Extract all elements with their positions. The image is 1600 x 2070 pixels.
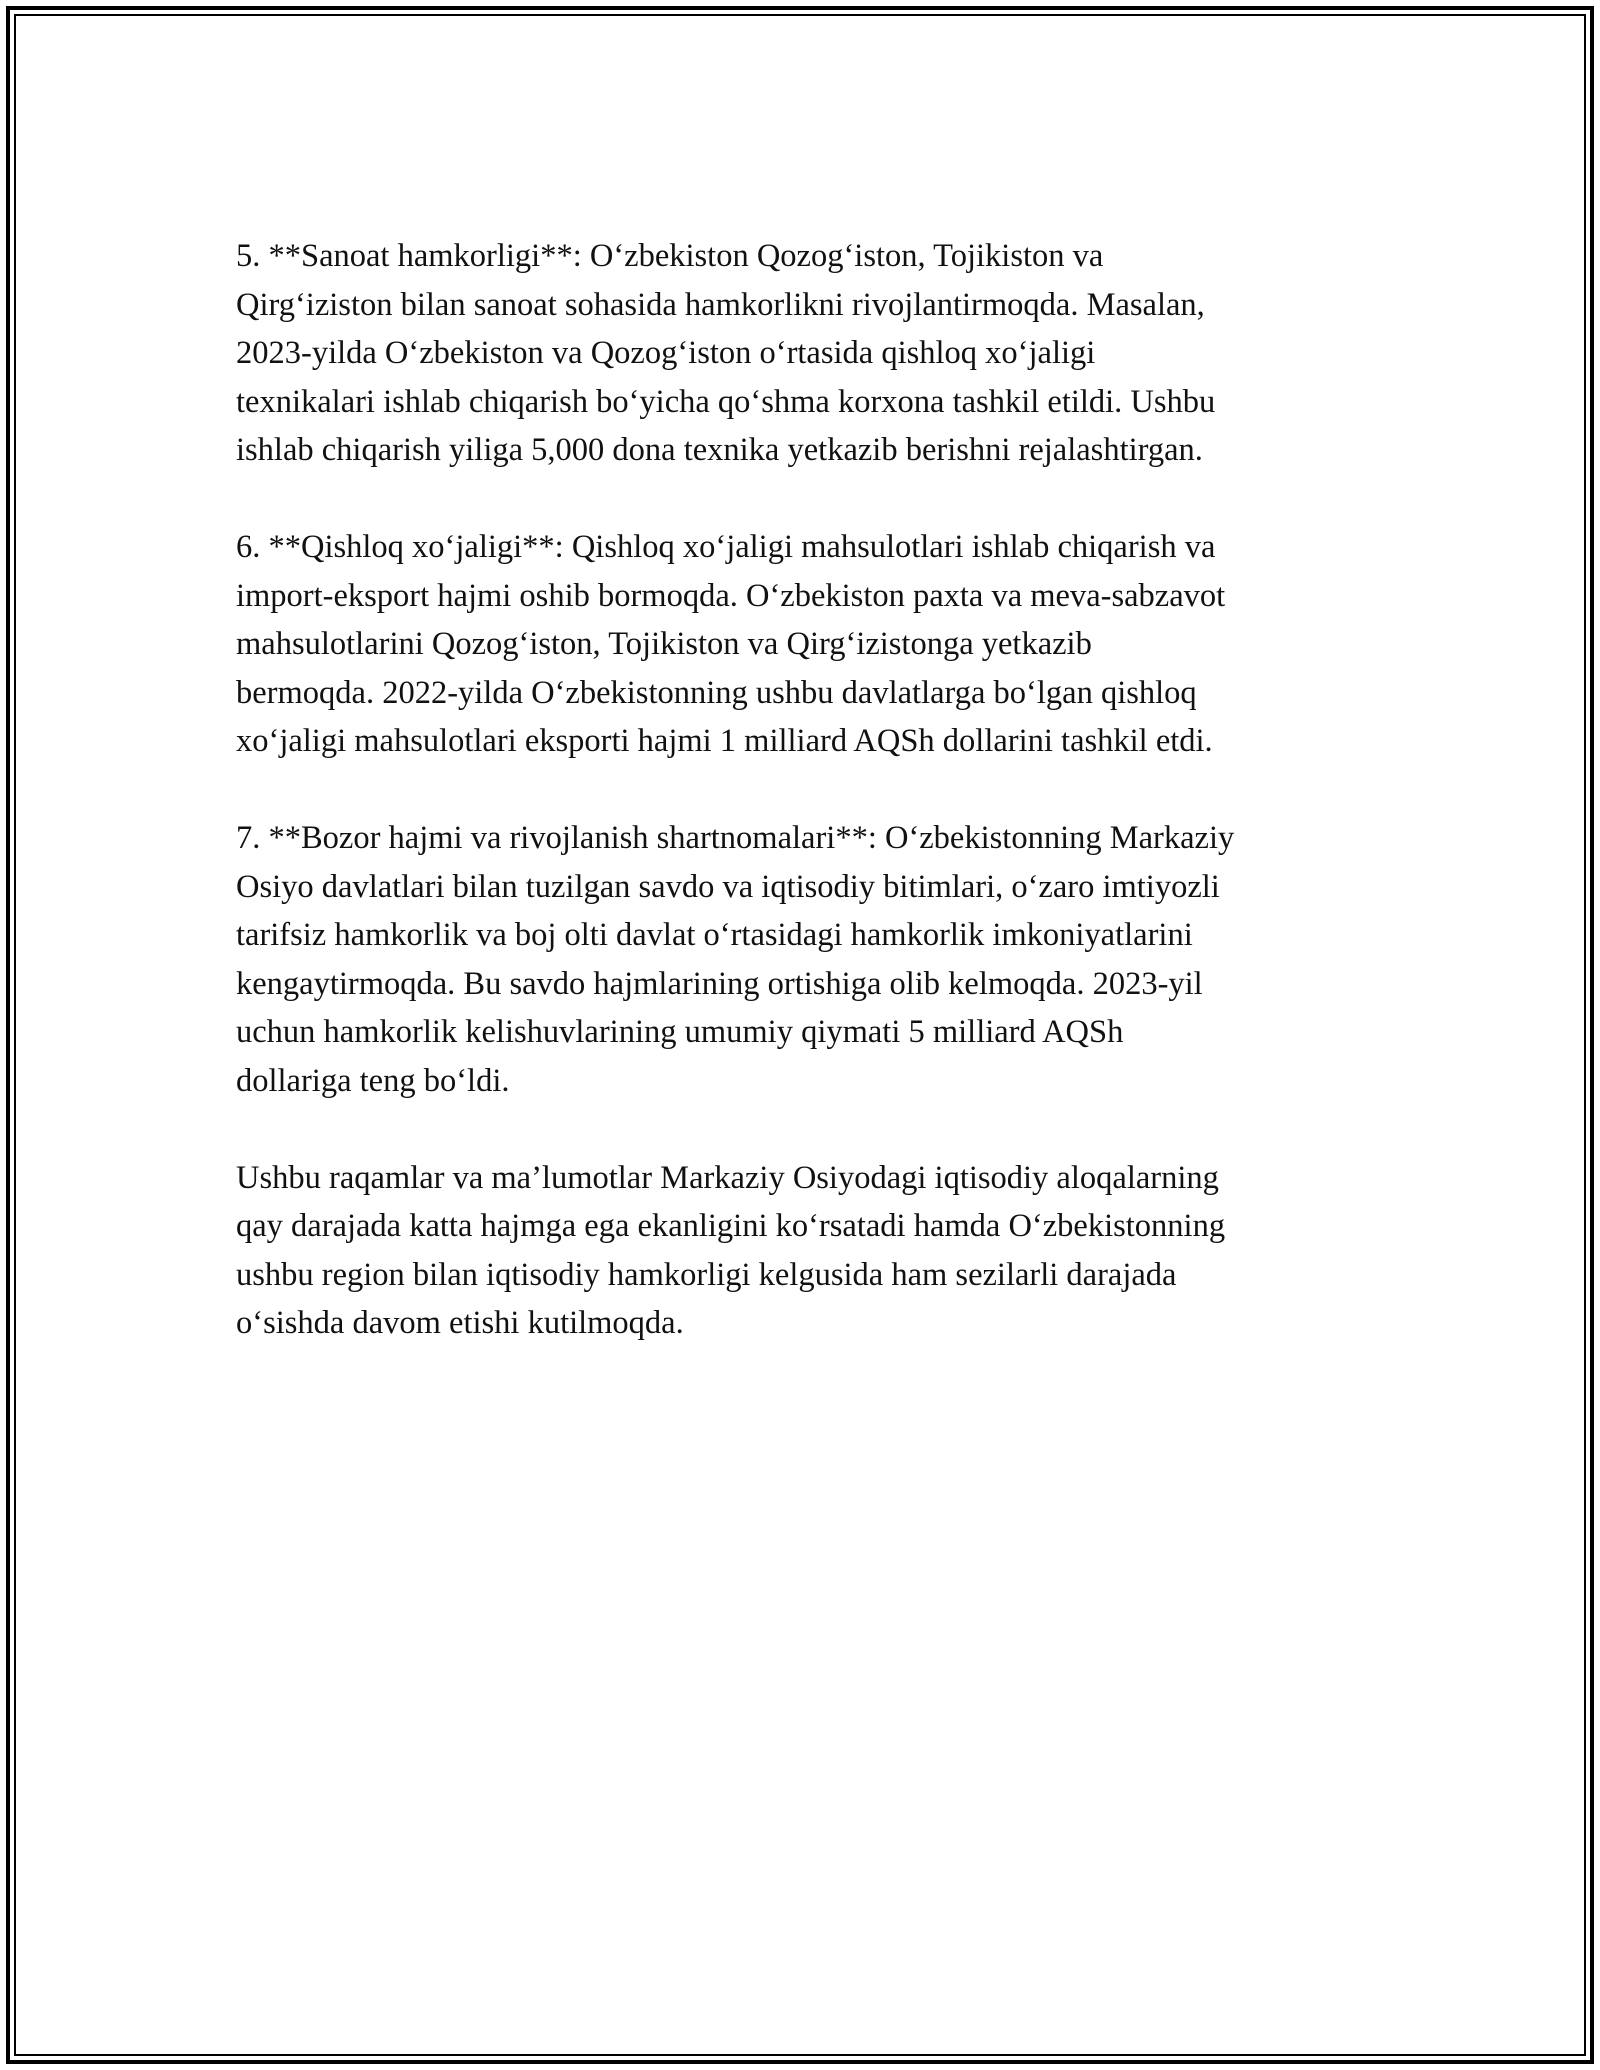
paragraph-agriculture: 6. **Qishloq xo‘jaligi**: Qishloq xo‘jaligi mahsulotlari ishlab chiqarish va import-eksport hajmi oshib bormoqda. O‘zbekiston paxta va meva-sabzavot mahsulotlarini Qozog‘iston, Tojikiston va Qirg‘izistonga yetkazib bermoqda. 2022-yilda O‘zbekistonning ushbu davlatlarga bo‘lgan qishloq xo‘jaligi mahsulotlari eksporti hajmi 1 milliard AQSh dollarini tashkil etdi. <box>236 529 1226 759</box>
document-body <box>236 232 1386 1396</box>
paragraph-conclusion: Ushbu raqamlar va ma’lumotlar Markaziy Osiyodagi iqtisodiy aloqalarning qay darajada katta hajmga ega ekanligini ko‘rsatadi hamda O‘zbekistonning ushbu region bilan iqtisodiy hamkorligi kelgusida ham sezilarli darajada o‘sishda davom etishi kutilmoqda. <box>236 1159 1226 1341</box>
paragraph-market-agreements: 7. **Bozor hajmi va rivojlanish shartnomalari**: O‘zbekistonning Markaziy Osiyo davlatlari bilan tuzilgan savdo va iqtisodiy bitimlari, o‘zaro imtiyozli tarifsiz hamkorlik va boj olti davlat o‘rtasidagi hamkorlik imkoniyatlarini kengaytirmoqda. Bu savdo hajmlarining ortishiga olib kelmoqda. 2023-yil uchun hamkorlik kelishuvlarining umumiy qiymati 5 milliard AQSh dollariga teng bo‘ldi. <box>236 820 1235 1099</box>
paragraph-industrial-cooperation: 5. **Sanoat hamkorligi**: O‘zbekiston Qozog‘iston, Tojikiston va Qirg‘iziston bilan sanoat sohasida hamkorlikni rivojlantirmoqda. Masalan, 2023-yilda O‘zbekiston va Qozog‘iston o‘rtasida qishloq xo‘jaligi texnikalari ishlab chiqarish bo‘yicha qo‘shma korxona tashkil etildi. Ushbu ishlab chiqarish yiliga 5,000 dona texnika yetkazib berishni rejalashtirgan. <box>236 238 1216 468</box>
